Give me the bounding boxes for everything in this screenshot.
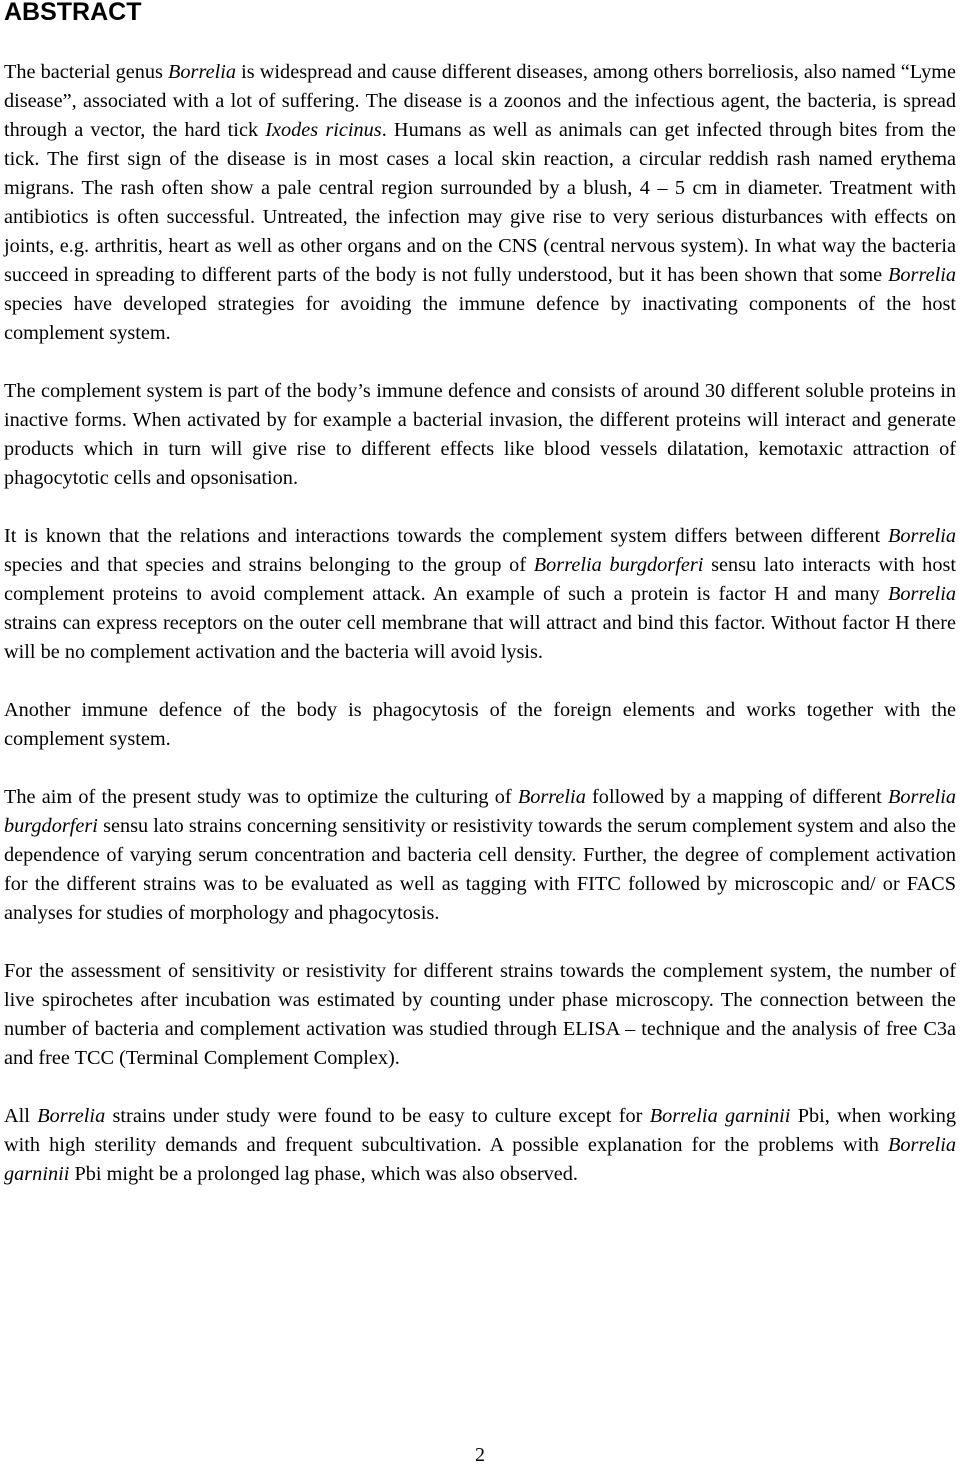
italic-term: Ixodes ricinus — [265, 119, 382, 141]
paragraph-5 — [4, 783, 956, 928]
text-run: Pbi, when working with high sterility demands and frequent subcultivation. A possible explanation for the problems with — [4, 1105, 956, 1156]
paragraph-3 — [4, 522, 956, 667]
text-run: species and that species and strains belonging to the group of — [4, 554, 534, 576]
text-run: sensu lato interacts with host complement proteins to avoid complement attack. An example of such a protein is factor H and many — [4, 554, 956, 605]
text-run: Pbi might be a prolonged lag phase, which was also observed. — [69, 1163, 578, 1185]
italic-term: Borrelia — [168, 61, 236, 83]
text-run: For the assessment of sensitivity or resistivity for different strains towards the complement system, the number of live spirochetes after incubation was estimated by counting under phase microscopy. The connection between the number of bacteria and complement activation was studied through ELISA – technique and the analysis of free C3a and free TCC (Terminal Complement Complex). — [4, 960, 956, 1069]
italic-term: Borrelia garninii — [4, 1134, 956, 1185]
abstract-heading: ABSTRACT — [4, 0, 142, 26]
paragraph-2 — [4, 377, 956, 493]
text-run: followed by a mapping of different — [585, 786, 889, 808]
text-run: species have developed strategies for avoiding the immune defence by inactivating components of the host complement system. — [4, 293, 956, 344]
page-number: 2 — [475, 1444, 485, 1466]
paragraph-7 — [4, 1102, 956, 1189]
italic-term: Borrelia — [37, 1105, 106, 1127]
text-run: Another immune defence of the body is phagocytosis of the foreign elements and works together with the complement system. — [4, 699, 956, 750]
text-run: The bacterial genus — [4, 61, 169, 83]
text-run: sensu lato strains concerning sensitivity or resistivity towards the serum complement system and also the dependence of varying serum concentration and bacteria cell density. Further, the degree of complement activation for the different strains was to be evaluated as well as tagging with FITC followed by microscopic and/ or FACS analyses for studies of morphology and phagocytosis. — [4, 815, 956, 924]
text-run: All — [4, 1105, 38, 1127]
text-run: It is known that the relations and interactions towards the complement system differs between different — [4, 525, 889, 547]
italic-term: Borrelia — [517, 786, 586, 808]
text-run: The complement system is part of the body’s immune defence and consists of around 30 different soluble proteins in inactive forms. When activated by for example a bacterial invasion, the different proteins will interact and generate products which in turn will give rise to different effects like blood vessels dilatation, kemotaxic attraction of phagocytotic cells and opsonisation. — [4, 380, 956, 489]
paragraph-6 — [4, 957, 956, 1073]
paragraph-4 — [4, 696, 956, 754]
italic-term: Borrelia — [888, 264, 956, 286]
italic-term: Borrelia — [888, 583, 956, 605]
text-run: The aim of the present study was to optimize the culturing of — [4, 786, 518, 808]
paragraph-1 — [4, 58, 956, 348]
abstract-body — [4, 58, 956, 1189]
text-run: strains can express receptors on the outer cell membrane that will attract and bind this factor. Without factor H there will be no complement activation and the bacteria will avoid lysis. — [4, 612, 956, 663]
text-run: strains under study were found to be easy to culture except for — [105, 1105, 650, 1127]
text-run: . Humans as well as animals can get infected through bites from the tick. The first sign of the disease is in most cases a local skin reaction, a circular reddish rash named erythema migrans. The rash often show a pale central region surrounded by a blush, 4 – 5 cm in diameter. Treatment with antibiotics is often successful. Untreated, the infection may give rise to very serious disturbances with effects on joints, e.g. arthritis, heart as well as other organs and on the CNS (central nervous system). In what way the bacteria succeed in spreading to different parts of the body is not fully understood, but it has been shown that some — [4, 119, 956, 286]
text-run: is widespread and cause different diseases, among others borreliosis, also named “Lyme disease”, associated with a lot of suffering. The disease is a zoonos and the infectious agent, the bacteria, is spread through a vector, the hard tick — [4, 61, 956, 141]
italic-term: Borrelia burgdorferi — [533, 554, 704, 576]
italic-term: Borrelia burgdorferi — [4, 786, 957, 837]
italic-term: Borrelia garninii — [649, 1105, 791, 1127]
italic-term: Borrelia — [888, 525, 956, 547]
